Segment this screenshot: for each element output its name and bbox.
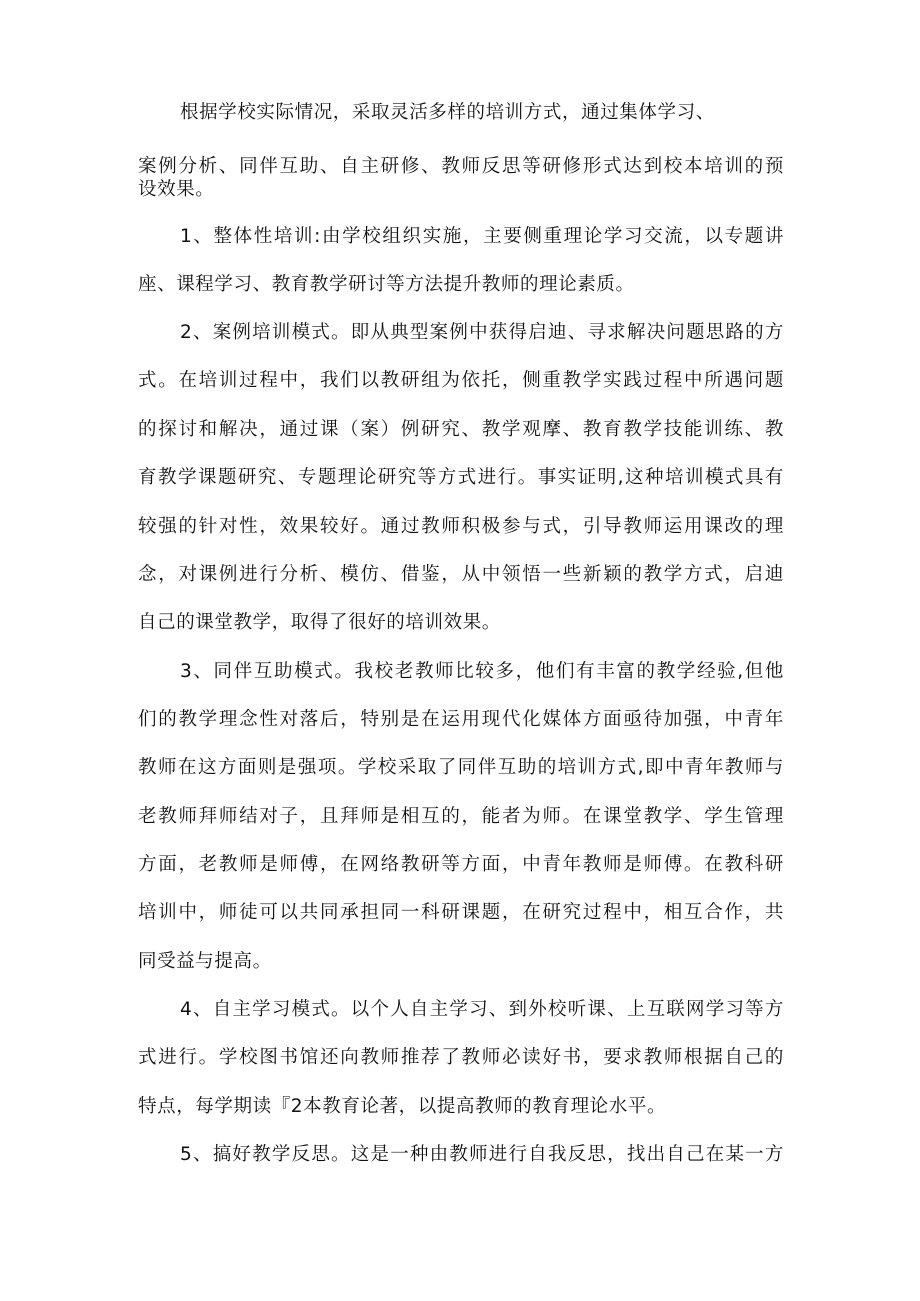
- paragraph-4-line-1: 4、自主学习模式。以个人自主学习、到外校听课、上互联网学习等方: [180, 999, 784, 1020]
- paragraph-3-line-4: 老教师拜师结对子，且拜师是相互的，能者为师。在课堂教学、学生管理: [138, 806, 784, 827]
- paragraph-3-line-1: 3、同伴互助模式。我校老教师比较多，他们有丰富的教学经验,但他: [180, 661, 784, 682]
- paragraph-2-line-2: 式。在培训过程中，我们以教研组为依托，侧重教学实践过程中所遇问题: [138, 370, 784, 391]
- paragraph-3-line-3: 教师在这方面则是强项。学校采取了同伴互助的培训方式,即中青年教师与: [138, 757, 784, 778]
- paragraph-4-line-3: 特点，每学期读『2本教育论著，以提高教师的教育理论水平。: [138, 1096, 667, 1117]
- paragraph-3-line-5: 方面，老教师是师傅，在网络教研等方面，中青年教师是师傅。在教科研: [138, 854, 784, 875]
- paragraph-1-line-2: 座、课程学习、教育教学研讨等方法提升教师的理论素质。: [138, 274, 635, 295]
- paragraph-2-line-6: 念，对课例进行分析、模仿、借鉴，从中领悟一些新颖的教学方式，启迪: [138, 564, 784, 585]
- paragraph-3-line-2: 们的教学理念性对落后，特别是在运用现代化媒体方面亟待加强，中青年: [138, 709, 784, 730]
- paragraph-2-line-1: 2、案例培训模式。即从典型案例中获得启迪、寻求解决问题思路的方: [180, 322, 784, 343]
- paragraph-4-line-2: 式进行。学校图书馆还向教师推荐了教师必读好书，要求教师根据自己的: [138, 1047, 784, 1068]
- paragraph-2-line-4: 育教学课题研究、专题理论研究等方式进行。事实证明,这种培训模式具有: [138, 467, 784, 488]
- paragraph-2-line-5: 较强的针对性，效果较好。通过教师积极参与式，引导教师运用课改的理: [138, 516, 784, 537]
- paragraph-1-line-1: 1、整体性培训:由学校组织实施，主要侧重理论学习交流，以专题讲: [180, 226, 784, 247]
- paragraph-5-line-1: 5、搞好教学反思。这是一种由教师进行自我反思，找出自己在某一方: [180, 1144, 784, 1165]
- paragraph-0-line-2: 案例分析、同伴互助、自主研修、教师反思等研修形式达到校本培训的预: [138, 156, 784, 177]
- paragraph-0-line-1: 根据学校实际情况，采取灵活多样的培训方式，通过集体学习、: [180, 102, 715, 123]
- paragraph-0-line-3: 设效果。: [138, 179, 215, 200]
- paragraph-2-line-3: 的探讨和解决，通过课（案）例研究、教学观摩、教育教学技能训练、教: [138, 419, 784, 440]
- paragraph-3-line-6: 培训中，师徒可以共同承担同一科研课题，在研究过程中，相互合作，共: [138, 902, 784, 923]
- paragraph-3-line-7: 同受益与提高。: [138, 951, 272, 972]
- paragraph-2-line-7: 自己的课堂教学，取得了很好的培训效果。: [138, 612, 501, 633]
